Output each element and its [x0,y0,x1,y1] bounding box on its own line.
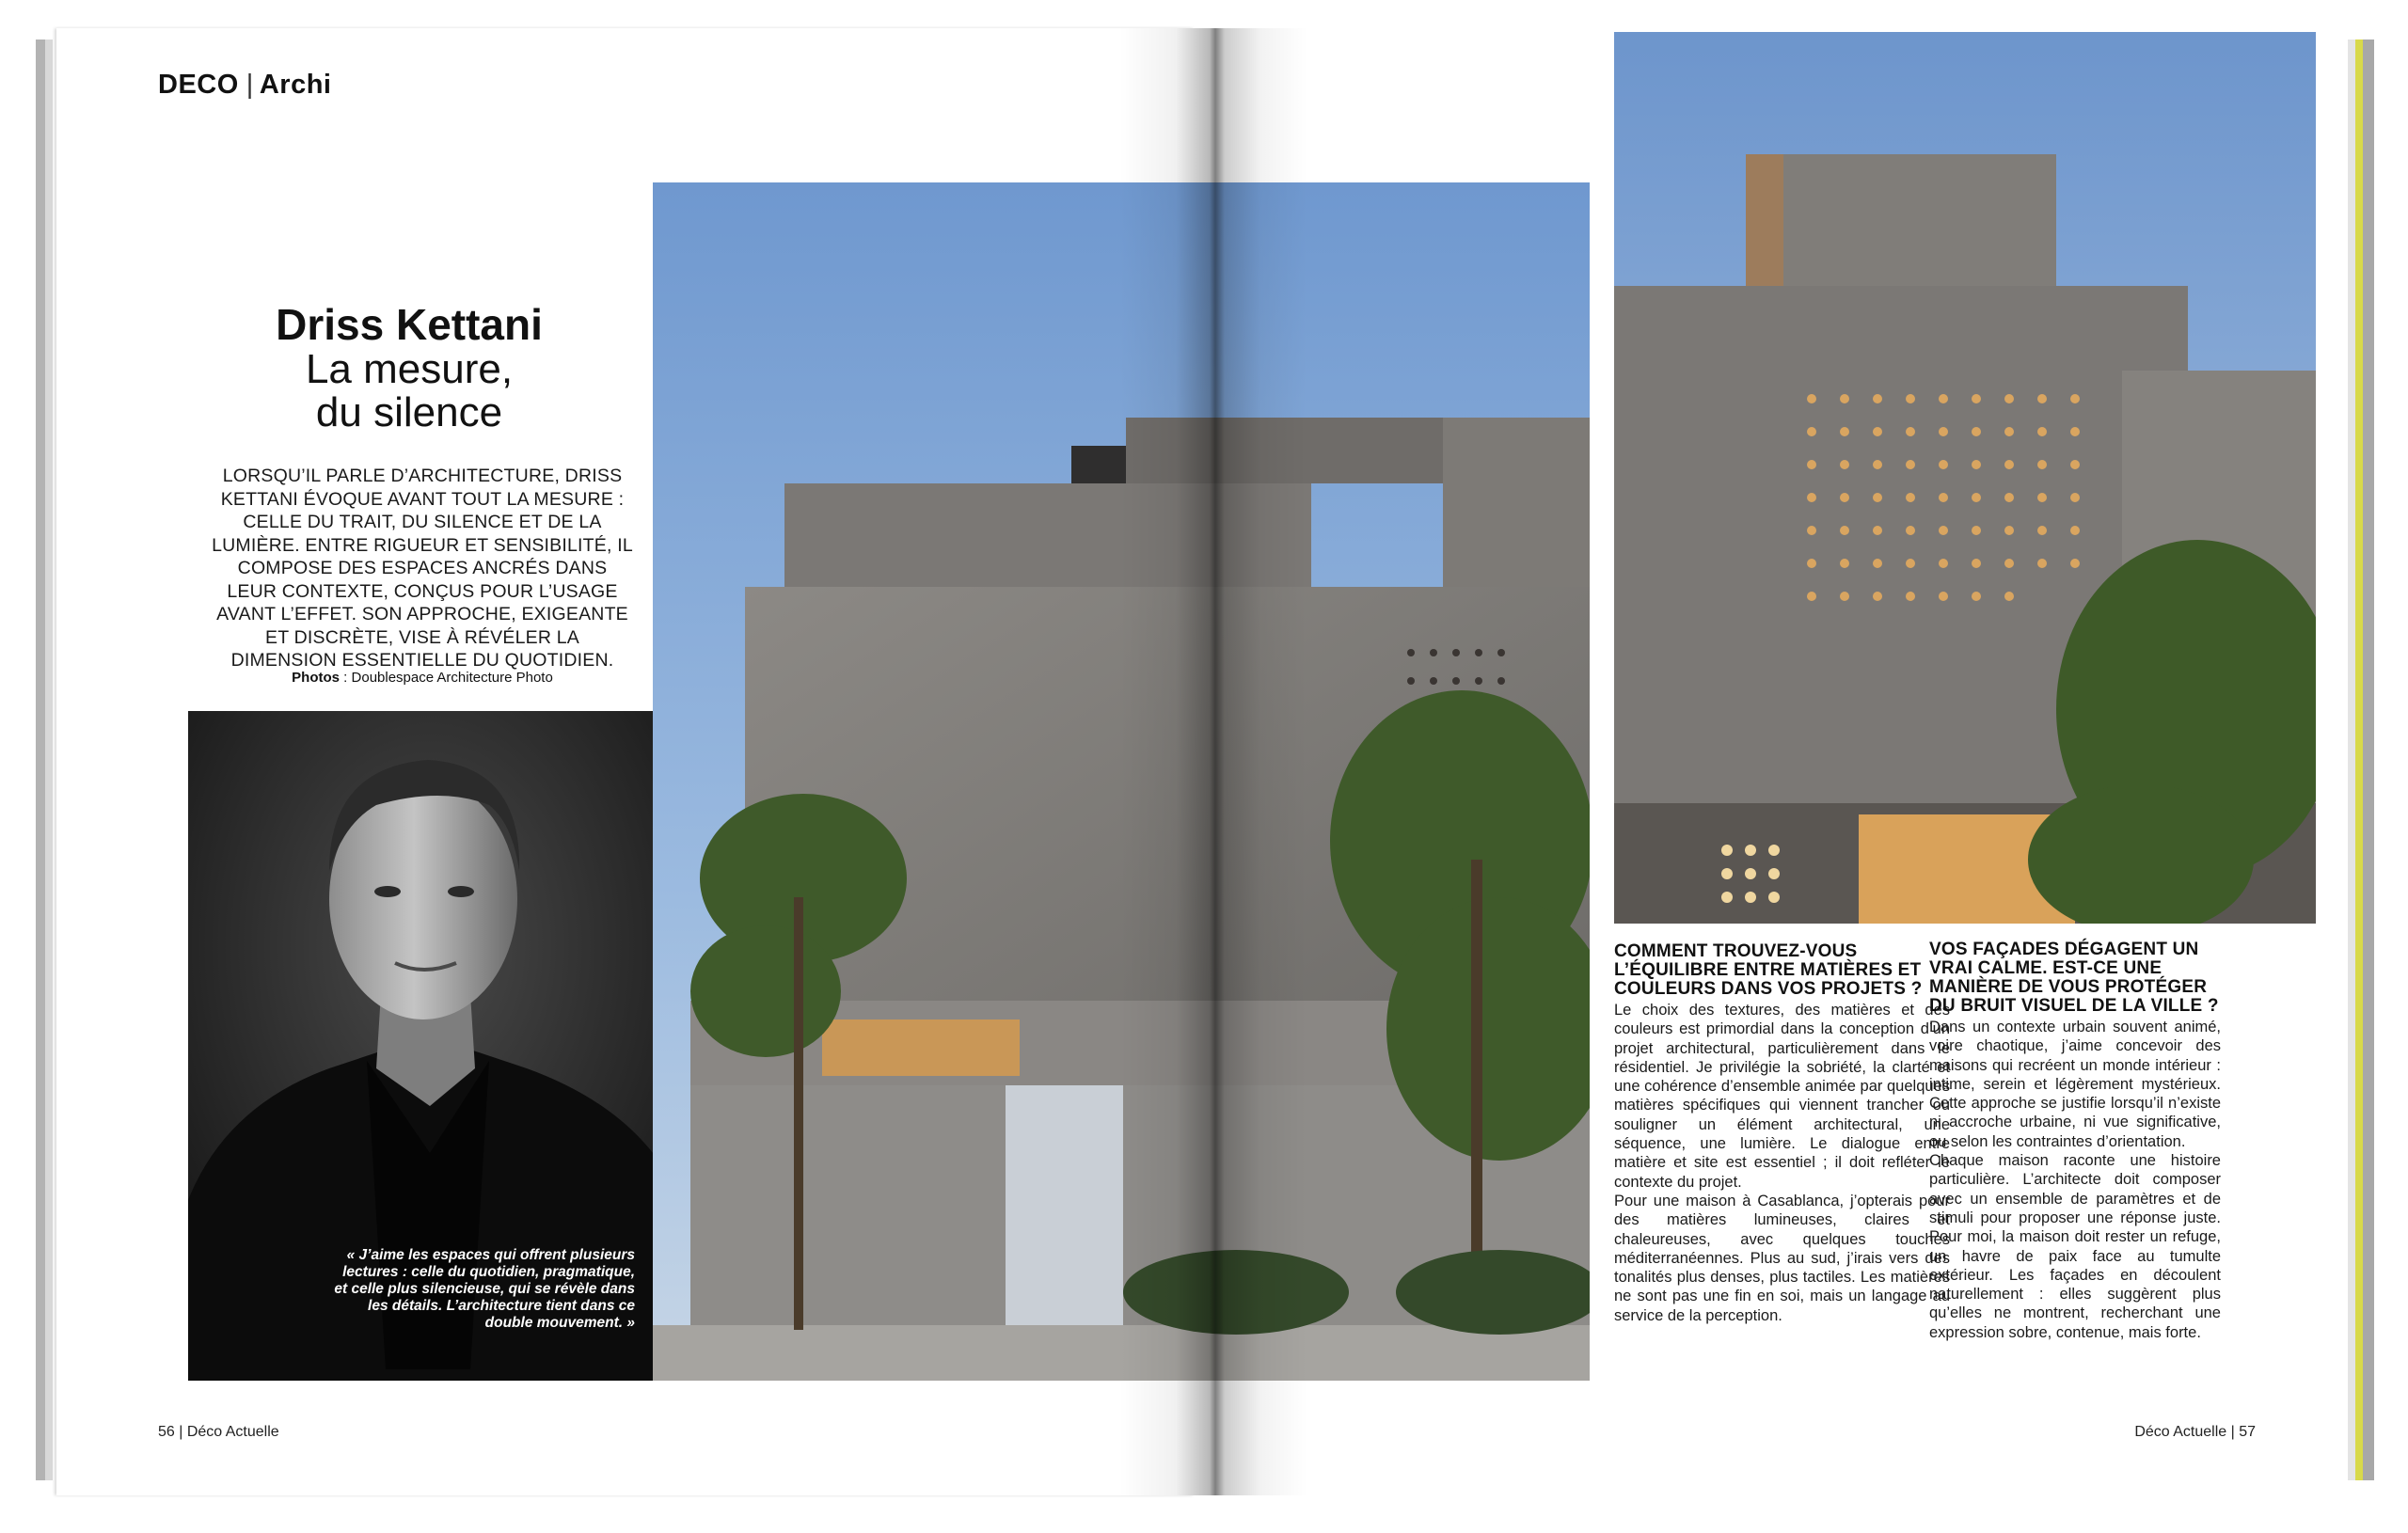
answer-1-paragraph-1: Le choix des textures, des matières et des couleurs est primordial dans la conception d’un projet architectural, particulièrement dans le résidentiel. Je privilégie la sobriété, la clarté et une cohérence d’ensemble animée par quelques matières spécifiques qui viennent trancher ou souligner un élément architectural, une séquence, une lumière. Le dialogue entre matière et site est essentiel ; il doit refléter le contexte du projet. [1614,1002,1950,1191]
page-edge-right-yellow [2355,40,2363,1480]
section-header [158,70,331,101]
page-number-left: 56 [158,1424,175,1440]
folio-right: Déco Actuelle | 57 [2134,1424,2256,1440]
house-illustration-detail [1614,32,2316,924]
subsection-label: Archi [259,70,332,100]
question-1: COMMENT TROUVEZ-VOUS L’ÉQUILIBRE ENTRE MATIÈRES ET COULEURS DANS VOS PROJETS ? [1614,941,1923,999]
section-separator: | [246,70,254,100]
page-edge-right-inner [2348,40,2355,1480]
interview-column-2 [1929,940,2221,1342]
question-2: VOS FAÇADES DÉGAGENT UN VRAI CALME. EST-CE UNE MANIÈRE DE VOUS PROTÉGER DU BRUIT VISUEL DE LA VILLE ? [1929,940,2219,1016]
answer-1-paragraph-2: Pour une maison à Casablanca, j’opterais pour des matières lumineuses, claires et chaleureuses, avec quelques touches méditerranéennes. Plus au sud, j’irais vers des tonalités plus denses, plus tactiles. Les matières ne sont pas une fin en soi, mais un langage au service de la perception. [1614,1192,1950,1324]
article-title: Driss Kettani [276,300,543,349]
page-edge-left-inner [45,40,53,1480]
answer-2-paragraph-1: Dans un contexte urbain souvent animé, voire chaotique, j’aime concevoir des maisons qui recréent un monde intérieur : intime, serein et légèrement mystérieux. Cette approche se justifie lorsqu’il n’existe ni accroche urbaine, ni vue significative, ou selon les contraintes d’orientation. [1929,1019,2221,1150]
section-label: DECO [158,70,239,100]
article-subtitle [188,348,630,435]
lit-openings [1721,845,1780,903]
page-edge-left [36,40,45,1480]
subtitle-line-2: du silence [315,389,503,435]
page-edge-right-outer [2363,40,2374,1480]
interview-column-1 [1614,942,1950,1325]
pull-quote: « J’aime les espaces qui offrent plusieurs lectures : celle du quotidien, pragmatique, et celle plus silencieuse, qui se révèle dans les détails. L’architecture tient dans ce double mouvement. » [334,1247,635,1331]
credit-label: Photos [292,670,341,686]
photo-credit [212,670,633,686]
page-number-right: 57 [2239,1424,2256,1440]
folio-left: 56 | Déco Actuelle [158,1424,279,1440]
answer-2-paragraph-2: Chaque maison raconte une histoire particulière. L’architecte doit composer avec un ensemble de paramètres et de stimuli pour proposer une réponse juste. Pour moi, la maison doit rester un refuge, un havre de paix face au tumulte extérieur. Les façades en découlent naturellement : elles suggèrent plus qu’elles ne montrent, recherchant une expression sobre, contenue, mais forte. [1929,1152,2221,1341]
lead-paragraph: LORSQU’IL PARLE D’ARCHITECTURE, DRISS KETTANI ÉVOQUE AVANT TOUT LA MESURE : CELLE DU TRAIT, DU SILENCE ET DE LA LUMIÈRE. ENTRE RIGUEUR ET SENSIBILITÉ, IL COMPOSE DES ESPACES ANCRÉS DANS LEUR CONTEXTE, CONÇUS POUR L’USAGE AVANT L’EFFET. SON APPROCHE, EXIGEANTE ET DISCRÈTE, VISE À RÉVÉLER LA DIMENSION ESSENTIELLE DU QUOTIDIEN. [212,466,633,671]
subtitle-line-1: La mesure, [305,346,514,392]
magazine-name-right: Déco Actuelle [2134,1424,2227,1440]
magazine-name-left: Déco Actuelle [186,1424,279,1440]
spine-shadow [1119,28,1307,1495]
credit-value: : Doublespace Architecture Photo [340,670,553,686]
detail-house-photo [1614,32,2316,924]
